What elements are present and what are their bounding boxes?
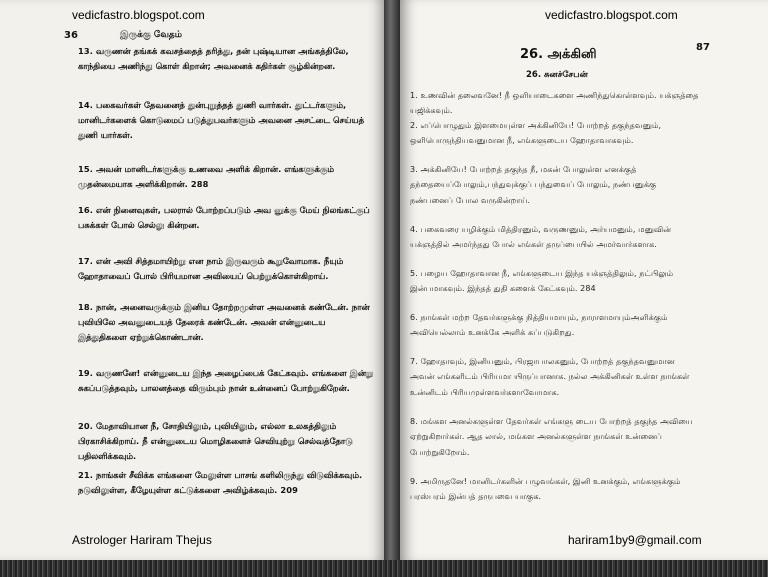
verse-13: 13. வருணன் தங்கக் கவசத்தைத் தரித்து, தன் புஷ்டியான அங்கத்திலே, காந்தியை அணிந்து கொள் கிறான்; அவனைக் கதிர்கள் சூழ்கின்றன. — [78, 46, 349, 71]
verse-6: 6. நாங்கள் மற்ற தேவர்களுக்கு நித்தியமாயும், நாராளமாயும்அளிக்கும் அவியெல்லாம் உனக்கே அளிக் கப்படுகிறது. — [410, 313, 668, 338]
scan-edge — [0, 560, 768, 577]
verse-15: 15. அவன் மானிடர்களுக்கு உணவை அளிக் கிறான். எங்களுக்கும் முதன்மையாக அளிக்கிறான். 288 — [78, 164, 335, 189]
right-page-number: 87 — [696, 42, 710, 53]
right-page — [400, 0, 768, 560]
verse-5: 5. பழைய ஹோதாவான நீ, எங்களுடைய இந்த யக்ஞத்திலும், நட்பிலும் இன்பமாகவும். இந்தத் துதி களைக் கேட்கவும். 284 — [410, 269, 674, 294]
watermark-bottom-right: hariram1by9@gmail.com — [568, 533, 702, 547]
verse-18: 18. நான், அனைவருக்கும் இனிய தோற்றமுள்ள அவனைக் கண்டேன். நான் புவியிலே அவனுடையத் தேரைக் கண்டேன். அவன் என்னுடைய இத்துதிகளை ஏற்றுக்கொண்டான். — [78, 302, 370, 342]
verse-19: 19. வருணனே! என்னுடைய இந்த அழைப்பைக் கேட்கவும். எங்களை இன்று சுகப்படுத்தவும், பாலனத்தை விரும்பும் நான் உன்னைப் போற்றுகிறேன். — [78, 368, 374, 393]
left-page — [0, 0, 384, 560]
verse-9: 9. அமிருதனே! மானிடர்களின் பழுவங்கள், இனி உனக்கும், எங்களுக்கும் பரஸ்பரம் இன்பத் தருபவை யாகுக. — [410, 477, 681, 502]
verse-17: 17. என் அவி சித்தமாயிற்று என நாம் இருவரும் கூறுவோமாக. நீயும் ஹோதாவைப் போல் பிரியமான அவியைப் பெற்றுக்கொள்கிறாய். — [78, 256, 344, 281]
verse-21: 21. நாங்கள் சீவிக்க எங்களை மேலுள்ள பாசங் களிலிருந்து விடுவிக்கவும். நடுவிலுள்ள, கீழேயுள்ள கட்டுக்களை அவிழ்க்கவும். 209 — [78, 470, 363, 495]
watermark-top-right: vedicfastro.blogspot.com — [545, 8, 678, 22]
verse-2: 2. எப்பொழுதும் இளமையுள்ள அக்கினியே! போற்றத் தகுந்தவனும், ஒளிபொருந்தியவனுமான நீ, எங்களுடைய ஹோதாவாகவும். — [410, 121, 662, 146]
running-head: இருக்கு வேதம் — [120, 30, 183, 40]
verse-16: 16. என் நினைவுகள், பலரால் போற்றப்படும் அவ னுக்கு மேய் நிலங்கட்குப் பசுக்கள் போல் செல்லு கின்றன. — [78, 205, 370, 230]
verse-8: 8. மங்கள அனல்களுள்ள தேவர்கள் எங்களு டைய போற்றத் தகுந்த அவியை ஏற்றுகிறார்கள். ஆத லால், மங்கள அனல்களுள்ள நாங்கள் உன்னைப் போற்றுகிறோம். — [410, 417, 693, 457]
section-title: 26. சுனச்சேபன் — [526, 70, 588, 80]
verse-20: 20. மேதாவியான நீ, சோதியிலும், புவியிலும், எல்லா உலகத்திலும் பிரகாசிக்கிறாய். நீ என்னுடைய மொழிகளைச் செவியுற்று செல்வத்தோடு பதிலளிக்கவும். — [78, 421, 353, 461]
verse-7: 7. ஹோதாவும், இனியனும், பிரஜாபாலகனும், போற்றத் தகுந்தவனுமான அவன் எங்களிடம் பிரியமா யிருப்பானாக. நல்ல அக்கினிகள் உள்ள நாங்கள் உன்னிடம் பிரியமுள்ளவர்களாவோமாக. — [410, 357, 690, 397]
chapter-title: 26. அக்கினி — [520, 47, 597, 62]
verse-3: 3. அக்கினியே! போற்றத் தகுந்த நீ, மகன் போலுள்ள எனக்குத் தந்தையைப்போலும்,பந்துவுக்குப் பந்துவைப் போலும், நண்பனுக்கு நண்பனைப் போல வருகின்றாய். — [410, 165, 657, 205]
book-gutter — [384, 0, 400, 560]
verse-4: 4. பகைவரை யழிக்கும் மித்திரனும், வருணனும், அர்யமனும், மனுவின் யக்ஞத்தில் அமர்ந்தது போல் எங்கள் தருப்பையில் அமர்வார்களாக. — [410, 225, 672, 250]
verse-1: 1. உணவின் தலைவனே! நீ ஒளியாடைகளை அணிந்துகொள்ளவும். யக்ஞத்தை யஜிக்கவும். — [410, 91, 699, 116]
watermark-top-left: vedicfastro.blogspot.com — [72, 8, 205, 22]
watermark-bottom-left: Astrologer Hariram Thejus — [72, 533, 212, 547]
left-page-number: 36 — [64, 30, 78, 41]
verse-14: 14. பகைவர்கள் தேவனைத் துன்புறுத்தத் துணி வார்கள். துட்டர்களும், மானிடர்களைக் கொடுமைப் படுத்துபவர்களும் அவனை அசட்டை செய்யத் துணி யார்கள். — [78, 100, 365, 140]
